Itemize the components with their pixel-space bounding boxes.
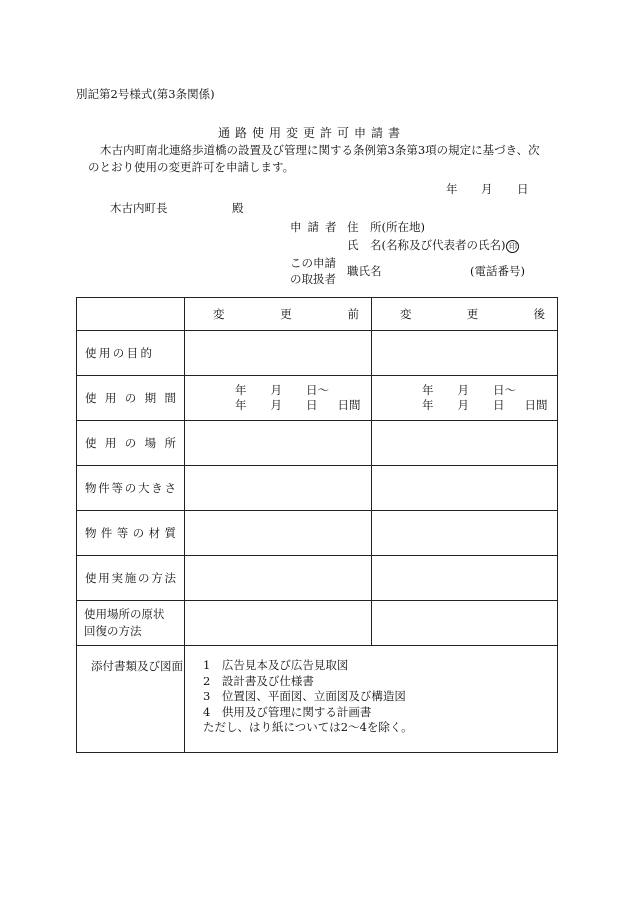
table-row-material [77, 511, 558, 556]
place-before-cell[interactable] [185, 421, 372, 466]
table-row-size [77, 466, 558, 511]
period-after-cell[interactable]: 年 月 日〜 年 月 日 日間 [372, 376, 558, 421]
row-label-purpose: 使 用 の 目 的 [77, 331, 185, 376]
honorific: 殿 [232, 201, 244, 215]
addressee: 木古内町長 [110, 201, 168, 215]
method-after-cell[interactable] [372, 556, 558, 601]
name-label-text: 氏 名(名称及び代表者の氏名) [347, 238, 506, 252]
applicant-label: 申請者 [290, 220, 343, 234]
handler-label-line-2: の取扱者 [290, 272, 336, 286]
header-empty-cell [77, 298, 185, 331]
method-before-cell[interactable] [185, 556, 372, 601]
table-row-place [77, 421, 558, 466]
table-row-purpose [77, 331, 558, 376]
date-month-label: 月 [481, 182, 493, 196]
form-title: 通路使用変更許可申請書 [218, 126, 406, 140]
purpose-after-cell[interactable] [372, 331, 558, 376]
material-after-cell[interactable] [372, 511, 558, 556]
row-label-restore: 使用場所の原状 回復の方法 [77, 601, 185, 646]
row-label-method: 使 用 実 施 の 方 法 [77, 556, 185, 601]
attachment-item-4: 4 供用及び管理に関する計画書 [203, 704, 372, 719]
application-table [76, 297, 558, 753]
size-after-cell[interactable] [372, 466, 558, 511]
attachment-item-1: 1 広告見本及び広告見取図 [203, 658, 349, 672]
row-label-period: 使 用 の 期 間 [77, 376, 185, 421]
seal-mark: 印 [506, 240, 519, 253]
attachment-note: ただし、はり紙については2〜4を除く。 [203, 720, 413, 734]
address-label: 住 所(所在地) [347, 220, 425, 234]
attachment-item-3: 3 位置図、平面図、立面図及び構造図 [203, 689, 406, 703]
name-label [347, 237, 519, 253]
handler-label-line-1: この申請 [290, 256, 336, 270]
date-day-label: 日 [517, 182, 529, 196]
period-before-cell[interactable]: 年 月 日〜 年 月 日 日間 [185, 376, 372, 421]
restore-after-cell[interactable] [372, 601, 558, 646]
attachment-item-2: 2 設計書及び仕様書 [203, 673, 314, 688]
attachments-label: 添付書類及び図面 [77, 646, 185, 753]
purpose-before-cell[interactable] [185, 331, 372, 376]
handler-name-label: 職氏名 [347, 264, 382, 278]
table-header-row [77, 298, 558, 331]
date-year-label: 年 [446, 182, 458, 196]
body-text-line-2: のとおり使用の変更許可を申請します。 [88, 160, 295, 174]
form-number: 別記第2号様式(第3条関係) [76, 87, 215, 101]
row-label-place: 使 用 の 場 所 [77, 421, 185, 466]
header-before-cell: 変 更 前 [185, 298, 372, 331]
table-row-attachments [77, 646, 558, 753]
body-text-line-1: 木古内町南北連絡歩道橋の設置及び管理に関する条例第3条第3項の規定に基づき、次 [100, 143, 540, 157]
table-row-method [77, 556, 558, 601]
table-row-restore [77, 601, 558, 646]
phone-label: (電話番号) [470, 264, 525, 278]
row-label-material: 物 件 等 の 材 質 [77, 511, 185, 556]
material-before-cell[interactable] [185, 511, 372, 556]
table-row-period [77, 376, 558, 421]
header-after-cell: 変 更 後 [372, 298, 558, 331]
place-after-cell[interactable] [372, 421, 558, 466]
row-label-size: 物 件 等 の 大 き さ [77, 466, 185, 511]
restore-before-cell[interactable] [185, 601, 372, 646]
size-before-cell[interactable] [185, 466, 372, 511]
attachments-list [185, 646, 558, 753]
handler-label [290, 255, 336, 287]
